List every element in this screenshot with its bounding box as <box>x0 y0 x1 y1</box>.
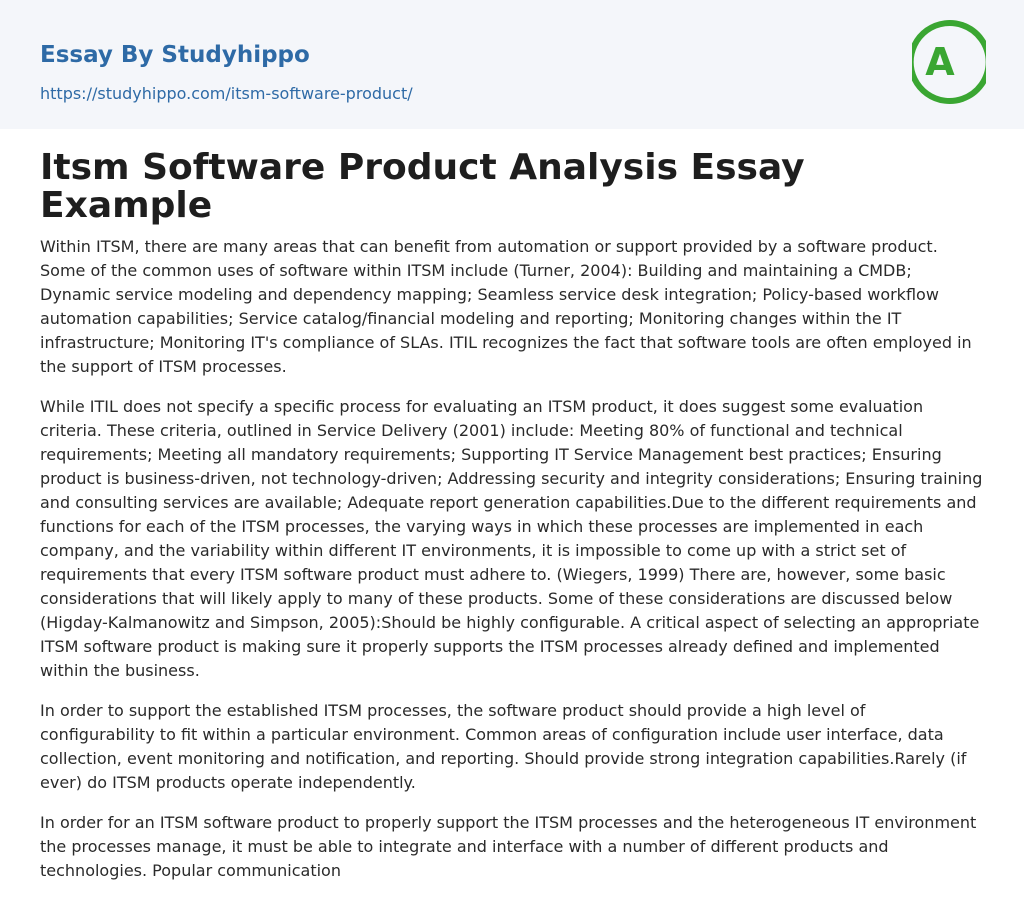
essay-url-link[interactable]: https://studyhippo.com/itsm-software-product/ <box>40 84 413 103</box>
essay-paragraph-2: While ITIL does not specify a specific process for evaluating an ITSM product, it does suggest some evaluation criteria. These criteria, outlined in Service Delivery (2001) include: Meeting 80% of functional and technical requirements; Meeting all mandatory requirements; Supporting IT Service Management best practices; Ensuring product is business-driven, not technology-driven; Addressing security and integrity considerations; Ensuring training and consulting services are available; Adequate report generation capabilities.Due to the different requirements and functions for each of the ITSM processes, the varying ways in which these processes are implemented in each company, and the variability within different IT environments, it is impossible to come up with a strict set of requirements that every ITSM software product must adhere to. (Wiegers, 1999) There are, however, some basic considerations that will likely apply to many of these products. Some of these considerations are discussed below (Higday-Kalmanowitz and Simpson, 2005):Should be highly configurable. A critical aspect of selecting an appropriate ITSM software product is making sure it properly supports the ITSM processes already defined and implemented within the business. <box>40 397 983 680</box>
logo-letter: A <box>925 40 955 84</box>
studyhippo-logo-icon[interactable] <box>912 19 986 105</box>
site-brand[interactable]: Essay By Studyhippo <box>40 42 310 68</box>
essay-title: Itsm Software Product Analysis Essay Example <box>40 147 805 226</box>
essay-paragraph-4: In order for an ITSM software product to properly support the ITSM processes and the heterogeneous IT environment the processes manage, it must be able to integrate and interface with a number of different products and technologies. Popular communication <box>40 813 977 880</box>
essay-paragraph-1: Within ITSM, there are many areas that can benefit from automation or support provided by a software product. Some of the common uses of software within ITSM include (Turner, 2004): Building and maintaining a CMDB; Dynamic service modeling and dependency mapping; Seamless service desk integration; Policy-based workflow automation capabilities; Service catalog/financial modeling and reporting; Monitoring changes within the IT infrastructure; Monitoring IT's compliance of SLAs. ITIL recognizes the fact that software tools are often employed in the support of ITSM processes. <box>40 237 972 376</box>
essay-paragraph-3: In order to support the established ITSM processes, the software product should provide a high level of configurability to fit within a particular environment. Common areas of configuration include user interface, data collection, event monitoring and notification, and reporting. Should provide strong integration capabilities.Rarely (if ever) do ITSM products operate independently. <box>40 701 967 792</box>
article <box>0 129 1024 883</box>
site-header <box>0 0 1024 129</box>
